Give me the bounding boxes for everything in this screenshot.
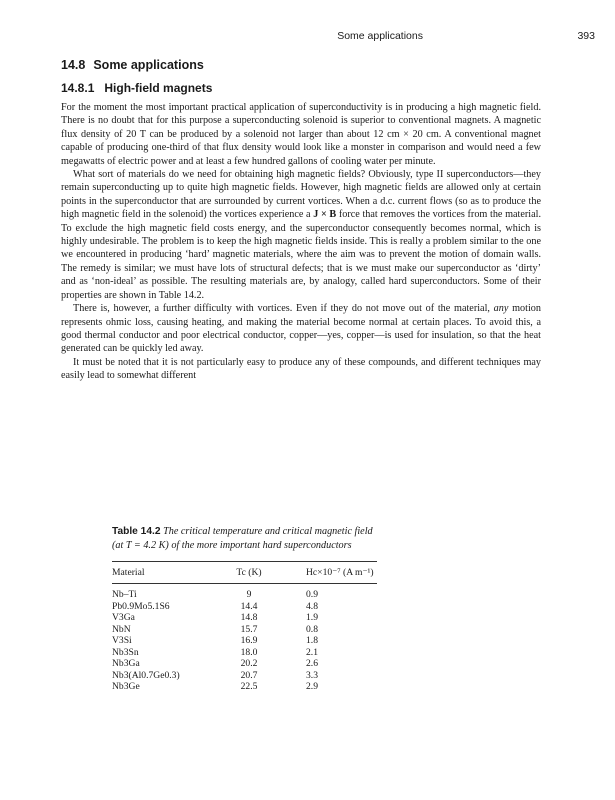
cell-material: Nb–Ti	[112, 589, 137, 600]
section-heading	[61, 55, 541, 75]
paragraph-2-part-b: force that removes the vortices from the material. To exclude the high magnetic field costs energy, and the superconductor consequently becomes normal, which is highly undesirable. The problem is to keep the high magnetic fields inside. This is really a problem similar to the one we encountered in producing ‘hard’ magnetic materials, where the aim was to prevent the motion of domain walls. The remedy is similar; we must have lots of structural defects; that is we must make our superconductor as ‘dirty’ and as ‘non-ideal’ as possible. The resulting materials are, by analogy, called hard superconductors. Some of their properties are shown in Table 14.2.	[61, 209, 542, 301]
table-header-rule	[112, 583, 377, 584]
table-row	[112, 583, 377, 601]
table-caption	[112, 525, 377, 553]
cell-material: Nb3(Al0.7Ge0.3)	[112, 669, 180, 681]
paragraph-3	[61, 302, 541, 356]
cell-material: Nb3Ga	[112, 658, 140, 669]
table-row	[112, 635, 377, 647]
table-caption-text: The critical temperature and critical magnetic field (at T = 4.2 K) of the more important hard superconductors	[112, 526, 373, 551]
cell-material: Pb0.9Mo5.1S6	[112, 600, 170, 612]
table-row	[112, 601, 377, 613]
cell-tc: 15.7	[240, 623, 258, 635]
cell-hc: 2.6	[306, 658, 318, 669]
table-label: Table 14.2	[112, 526, 161, 537]
cell-tc: 14.4	[240, 600, 258, 612]
table-header-row	[112, 562, 377, 583]
header-material: Material	[112, 567, 145, 578]
subsection-heading	[61, 79, 541, 97]
subsection-number: 14.8.1	[61, 81, 95, 95]
running-title: Some applications	[337, 30, 423, 42]
section-number: 14.8	[61, 58, 86, 72]
page-content	[61, 55, 541, 383]
cell-material: Nb3Ge	[112, 681, 140, 692]
subsection-title: High-field magnets	[104, 81, 213, 95]
cell-hc: 0.9	[306, 589, 318, 600]
paragraph-2-part-a: What sort of materials do we need for obtaining high magnetic fields? Obviously, type II superconductors—they remain superconducting up to quite high magnetic fields. However, high magnetic fields are allowed only at certain points in the superconductor that are surrounded by current vortices. When a d.c. current flows (so as to produce the high magnetic field in the solenoid) the vortices experience a	[61, 169, 541, 221]
cell-hc: 1.8	[306, 635, 318, 646]
table-row	[112, 670, 377, 682]
cell-material: NbN	[112, 623, 131, 635]
table-row	[112, 681, 377, 693]
paragraph-3-part-a: There is, however, a further difficulty with vortices. Even if they do not move out of the material,	[73, 303, 494, 315]
cell-hc: 3.3	[306, 669, 318, 681]
cell-material: V3Si	[112, 635, 132, 646]
jxb-force-term: J × B	[313, 209, 337, 221]
cell-tc: 20.7	[240, 669, 258, 681]
cell-tc: 20.2	[240, 658, 258, 669]
header-hc: Hc×10⁻⁷ (A m⁻¹)	[306, 567, 374, 578]
cell-hc: 2.9	[306, 681, 318, 692]
header-tc: Tc (K)	[236, 567, 262, 578]
cell-material: V3Ga	[112, 612, 135, 623]
cell-tc: 9	[246, 589, 252, 600]
table-row	[112, 612, 377, 624]
table-row	[112, 658, 377, 670]
emphasis-any: any	[493, 303, 509, 315]
cell-tc: 16.9	[240, 635, 258, 646]
paragraph-3-part-b: motion represents ohmic loss, causing heating, and making the material become normal at certain places. To avoid this, a good thermal conductor and poor electrical conductor, copper—yes, copper—is used for insulation, so that the heat generated can be quickly led away.	[61, 303, 541, 355]
table-14-2	[112, 525, 377, 693]
table-row	[112, 647, 377, 659]
cell-tc: 22.5	[240, 681, 258, 692]
cell-material: Nb3Sn	[112, 646, 139, 658]
cell-tc: 18.0	[240, 646, 258, 658]
section-title: Some applications	[93, 58, 204, 72]
page-number: 393	[577, 30, 595, 42]
cell-hc: 2.1	[306, 646, 318, 658]
cell-hc: 4.8	[306, 600, 318, 612]
cell-hc: 0.8	[306, 623, 318, 635]
cell-hc: 1.9	[306, 612, 318, 623]
paragraph-2	[61, 168, 541, 302]
superconductor-table	[112, 562, 377, 693]
paragraph-4: It must be noted that it is not particularly easy to produce any of these compounds, and different techniques may easily lead to somewhat different	[61, 356, 541, 382]
paragraph-1: For the moment the most important practical application of superconductivity is in producing a high magnetic field. There is no doubt that for this purpose a superconducting solenoid is superior to conventional magnets. A magnetic flux density of 20 T can be produced by a solenoid not larger than about 12 cm × 20 cm. A conventional magnet capable of producing one-third of that flux density would look like a monster in comparison and would need a few megawatts of electric power and at least a few hundred gallons of cooling water per minute.	[61, 102, 541, 167]
cell-tc: 14.8	[240, 612, 258, 623]
table-row	[112, 624, 377, 636]
running-head	[0, 30, 615, 46]
